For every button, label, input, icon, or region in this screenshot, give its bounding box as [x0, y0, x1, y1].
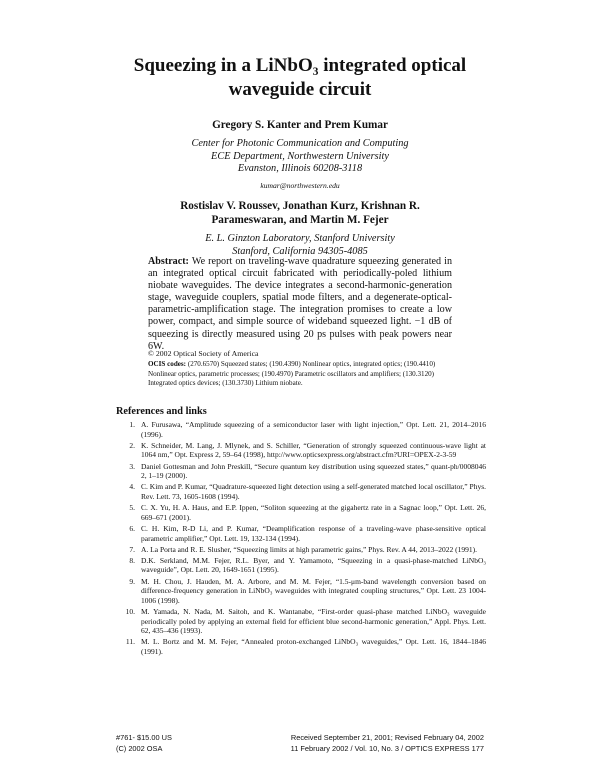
reference-text: C. X. Yu, H. A. Haus, and E.P. Ippen, “Soliton squeezing at the gigahertz rate in a Sagnac loop,” Opt. Lett. 26, 669–671 (2001).	[141, 503, 486, 522]
reference-item	[116, 577, 486, 606]
reference-item	[116, 607, 486, 636]
reference-text: M. Yamada, N. Nada, M. Saitoh, and K. Wantanabe, “First-order quasi-phase matched LiNbO₃ waveguide periodically poled by applying an external field for efficient blue second-harmonic generation,” Appl. Phys. Lett. 62, 435–436 (1993).	[141, 607, 486, 636]
reference-number: 7.	[129, 544, 135, 554]
author-list-2-line-2: Parameswaran, and Martin M. Fejer	[211, 214, 389, 226]
footer-price: #761- $15.00 US	[116, 733, 172, 742]
reference-text: A. La Porta and R. E. Slusher, “Squeezing limits at high parametric gains,” Phys. Rev. A 44, 2013–2022 (1991).	[141, 544, 478, 554]
abstract-label: Abstract:	[148, 256, 189, 267]
reference-text: Daniel Gottesman and John Preskill, “Secure quantum key distribution using squeezed states,” quant-ph/0008046 2, 1–19 (2000).	[141, 461, 486, 481]
affiliation-1-line-2: ECE Department, Northwestern University	[211, 150, 389, 162]
affiliation-2-line-1: E. L. Ginzton Laboratory, Stanford University	[205, 233, 395, 244]
ocis-codes	[148, 360, 452, 389]
reference-text: A. Furusawa, “Amplitude squeezing of a semiconductor laser with light injection,” Opt. Lett. 21, 2014–2016 (1996).	[141, 420, 486, 439]
reference-number: 3.	[129, 461, 135, 471]
reference-item	[116, 482, 486, 501]
author-list-2	[100, 199, 500, 227]
author-list-1: Gregory S. Kanter and Prem Kumar	[212, 119, 388, 131]
footer-copyright: (C) 2002 OSA	[116, 744, 163, 753]
reference-item	[116, 545, 486, 555]
reference-number: 2.	[129, 440, 135, 450]
affiliation-1-line-3: Evanston, Illinois 60208-3118	[237, 163, 363, 174]
reference-number: 10.	[125, 607, 135, 617]
reference-text: C. H. Kim, R-D Li, and P. Kumar, “Deamplification response of a traveling-wave phase-sensitive optical parametric amplifier,” Opt. Lett. 19, 132-134 (1994).	[141, 523, 486, 543]
footer-right	[291, 732, 484, 754]
copyright-notice: © 2002 Optical Society of America	[148, 349, 259, 358]
reference-text: M. L. Bortz and M. M. Fejer, “Annealed proton-exchanged LiNbO₃ waveguides,” Opt. Lett. 16, 1844–1846 (1991).	[141, 637, 486, 656]
affiliation-2-line-2: Stanford, California 94305-4085	[232, 245, 368, 257]
reference-item	[116, 462, 486, 481]
reference-number: 5.	[129, 503, 135, 513]
reference-text: K. Schneider, M. Lang, J. Mlynek, and S. Schiller, “Generation of strongly squeezed continuous-wave light at 1064 nm,” Opt. Express 2, 59–64 (1998), http://www.opticsexpress.org/abstract.cfm?URI=OPEX-2-3-59	[141, 440, 486, 460]
affiliation-2	[100, 233, 500, 258]
author-email: kumar@northwestern.edu	[260, 181, 340, 190]
reference-text: C. Kim and P. Kumar, “Quadrature-squeezed light detection using a self-generated matched local oscillator,” Phys. Rev. Lett. 73, 1605-1608 (1994).	[141, 482, 486, 501]
reference-item	[116, 637, 486, 656]
reference-item	[116, 420, 486, 439]
reference-item	[116, 524, 486, 543]
title-line-1: Squeezing in a LiNbO₃ integrated optical	[133, 55, 467, 76]
references-heading: References and links	[116, 406, 207, 417]
title-line-2: waveguide circuit	[228, 79, 372, 100]
abstract-text: We report on traveling-wave quadrature squeezing generated in an integrated optical circuit fabricated with periodically-poled lithium niobate waveguides. The device integrates a second-harmonic-generation stage, waveguide couplers, spatial mode filters, and a degenerate-optical-parametric-amplification stage. The integration promises to create a low power, compact, and simple source of wideband squeezed light. −1 dB of squeezing is directly measured using 20 ps pulses with peak powers near 6W.	[148, 256, 453, 352]
author-list-2-line-1: Rostislav V. Roussev, Jonathan Kurz, Krishnan R.	[180, 200, 420, 212]
reference-item	[116, 503, 486, 522]
ocis-label: OCIS codes:	[148, 360, 187, 368]
reference-text: M. H. Chou, J. Hauden, M. A. Arbore, and M. M. Fejer, “1.5-μm-band wavelength conversion based on difference-frequency generation in LiNbO₃ waveguides with integrated coupling structures,” Opt. Lett. 23 1004-1006 (1998).	[141, 576, 486, 605]
reference-item	[116, 556, 486, 575]
reference-number: 9.	[129, 576, 135, 586]
affiliation-1-line-1: Center for Photonic Communication and Computing	[191, 138, 409, 149]
ocis-text: (270.6570) Squeezed states; (190.4390) Nonlinear optics, integrated optics; (190.4410) Nonlinear optics, parametric processes; (190.4970) Parametric oscillators and amplifiers; (130.3120) Integrated optics devices; (130.3730) Lithium niobate.	[148, 360, 436, 388]
affiliation-1	[100, 138, 500, 176]
reference-number: 4.	[129, 482, 135, 492]
paper-title	[100, 54, 500, 102]
footer-journal-info: 11 February 2002 / Vol. 10, No. 3 / OPTICS EXPRESS 177	[290, 744, 484, 753]
abstract	[148, 256, 452, 353]
reference-text: D.K. Serkland, M.M. Fejer, R.L. Byer, and Y. Yamamoto, “Squeezing in a quasi-phase-matched LiNbO₃ waveguide”, Opt. Lett. 20, 1649-1651 (1995).	[141, 555, 486, 575]
reference-number: 6.	[129, 523, 135, 533]
reference-number: 8.	[129, 555, 135, 565]
reference-number: 11.	[125, 637, 135, 647]
reference-number: 1.	[129, 420, 135, 429]
reference-item	[116, 441, 486, 460]
footer-received: Received September 21, 2001; Revised February 04, 2002	[290, 733, 484, 742]
references-list	[116, 420, 486, 658]
footer-left	[116, 732, 172, 754]
